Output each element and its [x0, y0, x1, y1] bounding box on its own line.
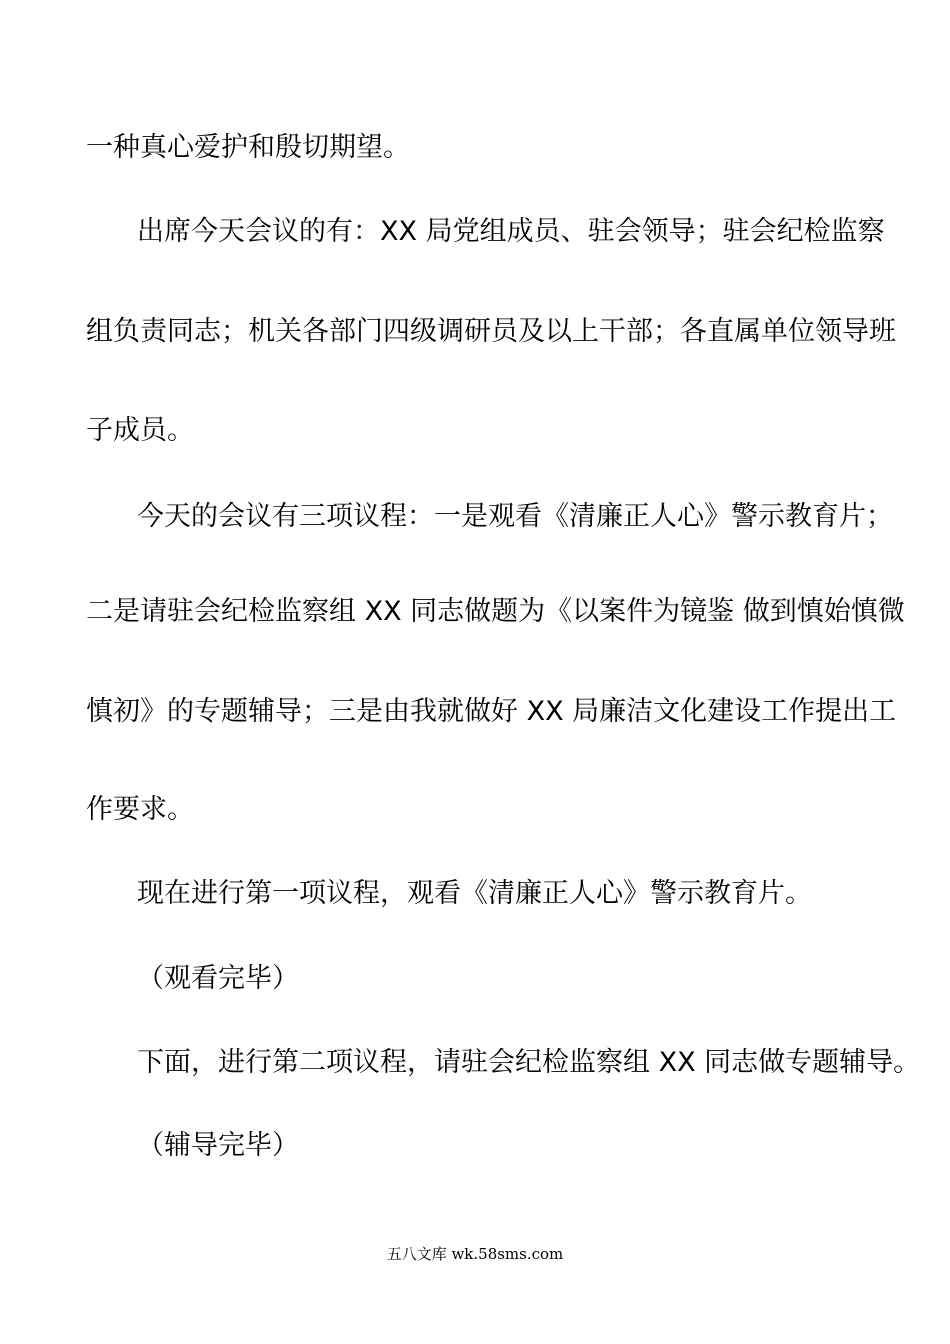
parenthetical-note: （观看完毕）	[137, 963, 299, 994]
paragraph-line: 二是请驻会纪检监察组 XX 同志做题为《以案件为镜鉴 做到慎始慎微	[86, 596, 905, 627]
page-footer: 五八文库 wk.58sms.com	[386, 1245, 564, 1263]
paragraph-line: 现在进行第一项议程，观看《清廉正人心》警示教育片。	[137, 878, 812, 909]
paragraph-line: 出席今天会议的有：XX 局党组成员、驻会领导；驻会纪检监察	[137, 216, 885, 247]
paragraph-line: 下面，进行第二项议程，请驻会纪检监察组 XX 同志做专题辅导。	[137, 1047, 921, 1078]
parenthetical-note: （辅导完毕）	[137, 1130, 299, 1161]
paragraph-line: 一种真心爱护和殷切期望。	[86, 132, 410, 163]
paragraph-line: 作要求。	[86, 794, 194, 825]
paragraph-line: 今天的会议有三项议程：一是观看《清廉正人心》警示教育片；	[137, 501, 893, 532]
paragraph-line: 组负责同志；机关各部门四级调研员及以上干部；各直属单位领导班	[86, 316, 896, 347]
paragraph-line: 慎初》的专题辅导；三是由我就做好 XX 局廉洁文化建设工作提出工	[86, 696, 897, 727]
paragraph-line: 子成员。	[86, 415, 194, 446]
